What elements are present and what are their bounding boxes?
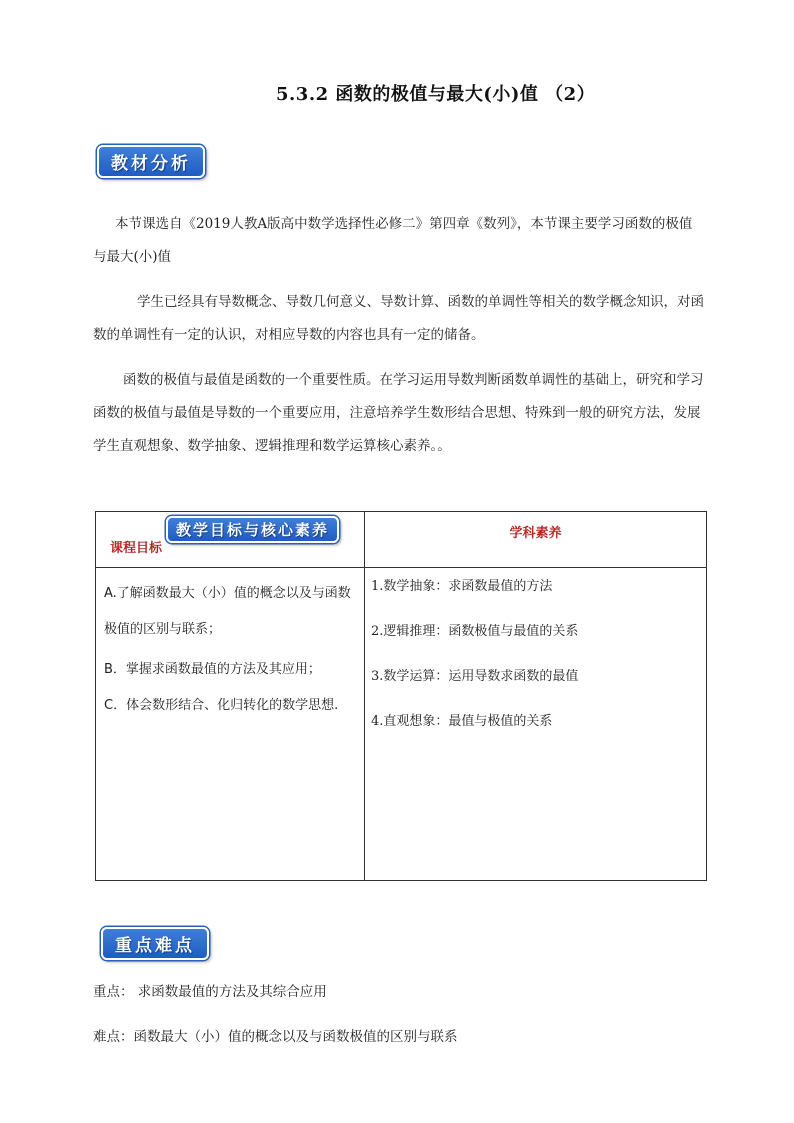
objectives-cell (96, 568, 365, 881)
goals-table-header-row (96, 512, 707, 568)
section-badge-analysis: 教材分析 (97, 145, 205, 178)
literacy-item: 3.数学运算：运用导数求函数的最值 (371, 669, 579, 684)
objective-item: B．掌握求函数最值的方法及其应用； (104, 662, 321, 677)
literacies-cell (365, 568, 707, 881)
literacy-item: 2.逻辑推理：函数极值与最值的关系 (371, 624, 579, 639)
key-point-line: 重点： 求函数最值的方法及其综合应用 (93, 984, 327, 1000)
literacy-header-cell (365, 512, 707, 568)
objective-item: A.了解函数最大（小）值的概念以及与函数极值的区别与联系； (104, 586, 351, 637)
goals-table (95, 511, 707, 881)
objective-item: C．体会数形结合、化归转化的数学思想. (104, 698, 339, 713)
goals-table-body-row (96, 568, 707, 881)
literacy-label: 学科素养 (509, 526, 562, 541)
literacy-item: 4.直观想象：最值与极值的关系 (371, 714, 553, 729)
analysis-paragraph-2: 学生已经具有导数概念、导数几何意义、导数计算、函数的单调性等相关的数学概念知识，对函数的单调性有一定的认识，对相应导数的内容也具有一定的储备。 (93, 294, 704, 343)
page-title: 5.3.2 函数的极值与最大(小)值 （2） (276, 84, 596, 105)
difficulty-line: 难点：函数最大（小）值的概念以及与函数极值的区别与联系 (93, 1029, 458, 1045)
section-badge-goals: 教学目标与核心素养 (166, 516, 339, 543)
course-goal-label: 课程目标 (110, 541, 163, 556)
analysis-paragraph-1: 本节课选自《2019人教A版高中数学选择性必修二》第四章《数列》，本节课主要学习函数的极值与最大(小)值 (93, 216, 693, 265)
course-goal-header-cell (96, 512, 365, 568)
analysis-paragraph-3: 函数的极值与最值是函数的一个重要性质。在学习运用导数判断函数单调性的基础上，研究和学习函数的极值与最值是导数的一个重要应用，注意培养学生数形结合思想、特殊到一般的研究方法，发展学生直观想象、数学抽象、逻辑推理和数学运算核心素养。。 (93, 372, 704, 454)
literacy-item: 1.数学抽象：求函数最值的方法 (371, 579, 553, 594)
section-badge-key-points: 重点难点 (101, 927, 209, 960)
